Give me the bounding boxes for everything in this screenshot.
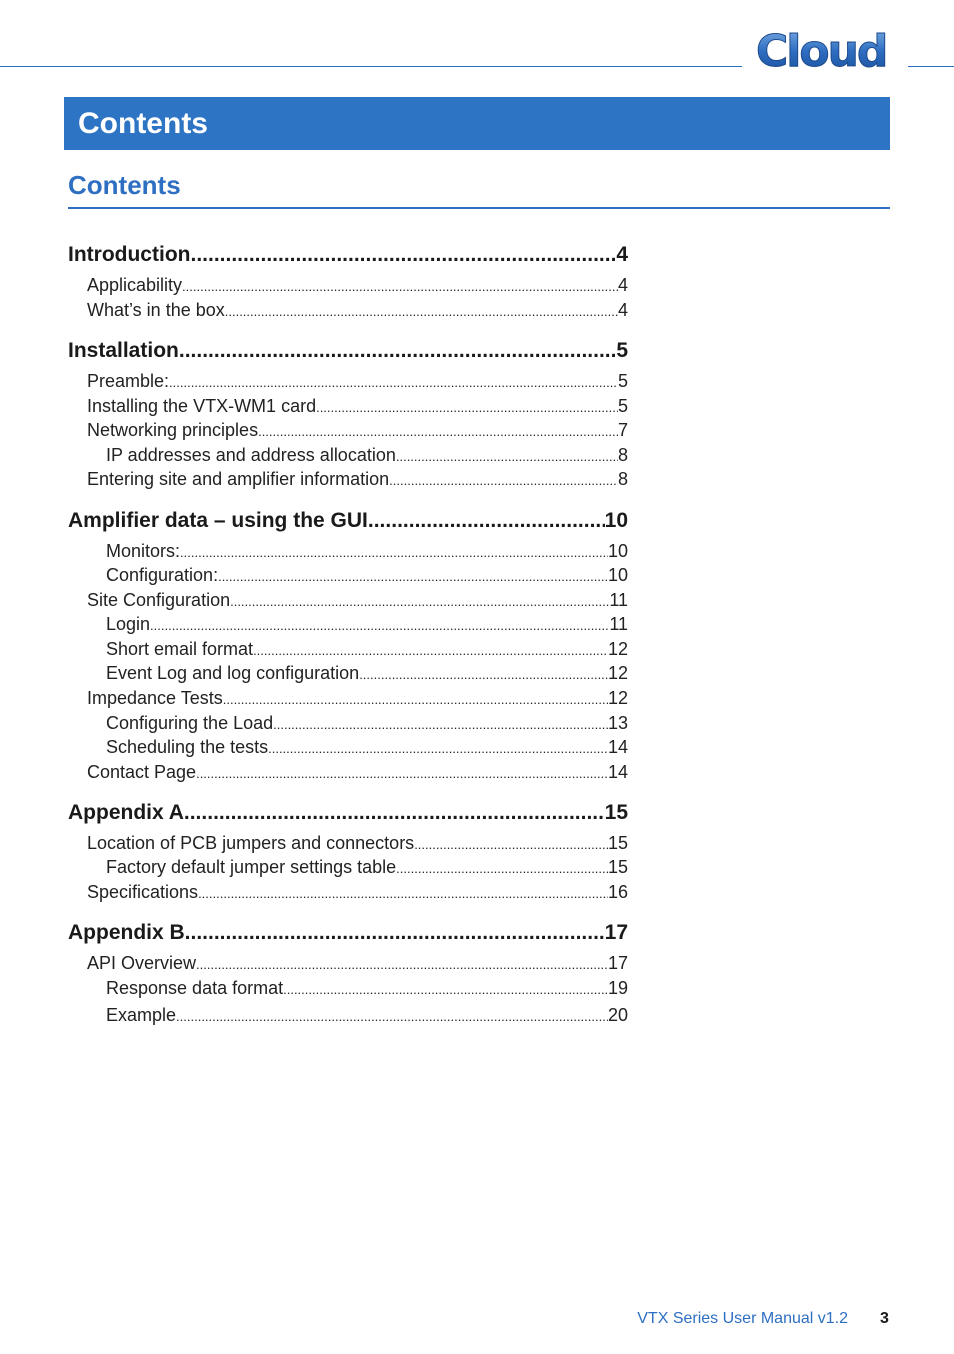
toc-entry-page: 12 bbox=[607, 663, 628, 683]
toc-entry-label: Configuring the Load bbox=[106, 713, 274, 733]
toc-entry-label: Appendix B bbox=[68, 921, 185, 944]
toc-entry-page: 20 bbox=[607, 1005, 628, 1025]
toc-entry[interactable] bbox=[87, 393, 628, 419]
toc-dot-leader bbox=[253, 638, 608, 662]
toc-entry-page: 17 bbox=[607, 953, 628, 973]
toc-entry[interactable] bbox=[87, 685, 628, 711]
toc-entry-label: Applicability bbox=[87, 275, 183, 295]
toc-entry[interactable] bbox=[106, 854, 628, 880]
toc-entry-page: 13 bbox=[607, 713, 628, 733]
toc-entry-label: Login bbox=[106, 614, 151, 634]
toc-entry-label: Factory default jumper settings table bbox=[106, 857, 397, 877]
toc-entry[interactable] bbox=[87, 272, 628, 298]
toc-entry-page: 15 bbox=[607, 833, 628, 853]
toc-entry-label: Amplifier data – using the GUI bbox=[68, 509, 368, 532]
toc-entry[interactable] bbox=[106, 710, 628, 736]
toc-entry-page: 8 bbox=[617, 445, 628, 465]
toc-entry[interactable] bbox=[106, 442, 628, 468]
toc-dot-leader bbox=[368, 506, 605, 536]
toc-dot-leader bbox=[198, 881, 608, 905]
toc-entry-page: 4 bbox=[616, 243, 628, 266]
toc-entry-page: 10 bbox=[607, 541, 628, 561]
toc-dot-leader bbox=[225, 299, 618, 323]
toc-entry-label: Installing the VTX-WM1 card bbox=[87, 396, 317, 416]
toc-entry-page: 7 bbox=[617, 420, 628, 440]
toc-entry[interactable] bbox=[87, 879, 628, 905]
toc-dot-leader bbox=[169, 370, 618, 394]
toc-entry[interactable] bbox=[87, 830, 628, 856]
toc-entry-page: 11 bbox=[609, 614, 628, 634]
toc-entry-label: Specifications bbox=[87, 882, 199, 902]
toc-entry-page: 17 bbox=[604, 921, 628, 944]
toc-entry-label: What’s in the box bbox=[87, 300, 225, 320]
toc-dot-leader bbox=[316, 395, 618, 419]
toc-dot-leader bbox=[150, 613, 609, 637]
toc-entry-page: 5 bbox=[617, 396, 628, 416]
toc-chapter-entry[interactable] bbox=[68, 240, 628, 270]
toc-dot-leader bbox=[190, 240, 616, 270]
toc-dot-leader bbox=[389, 468, 618, 492]
toc-entry[interactable] bbox=[87, 466, 628, 492]
toc-entry-page: 10 bbox=[607, 565, 628, 585]
toc-entry[interactable] bbox=[106, 734, 628, 760]
toc-entry-label: Networking principles bbox=[87, 420, 259, 440]
toc-dot-leader bbox=[258, 419, 618, 443]
header-rule-right bbox=[908, 66, 954, 67]
toc-entry-page: 16 bbox=[607, 882, 628, 902]
toc-dot-leader bbox=[184, 798, 605, 828]
toc-dot-leader bbox=[396, 856, 608, 880]
toc-entry-page: 14 bbox=[607, 762, 628, 782]
toc-entry-label: Entering site and amplifier information bbox=[87, 469, 390, 489]
toc-entry[interactable] bbox=[87, 950, 628, 976]
toc-entry-page: 15 bbox=[604, 801, 628, 824]
toc-dot-leader bbox=[179, 336, 616, 366]
toc-entry-page: 12 bbox=[607, 639, 628, 659]
toc-dot-leader bbox=[196, 952, 608, 976]
toc-dot-leader bbox=[185, 918, 605, 948]
footer-page-number: 3 bbox=[880, 1310, 889, 1327]
toc-entry-label: Site Configuration bbox=[87, 590, 231, 610]
toc-entry[interactable] bbox=[87, 297, 628, 323]
toc-entry-page: 12 bbox=[607, 688, 628, 708]
toc-entry-page: 11 bbox=[609, 590, 628, 610]
toc-entry-page: 4 bbox=[617, 275, 628, 295]
toc-entry[interactable] bbox=[106, 1002, 628, 1028]
toc-entry-label: Scheduling the tests bbox=[106, 737, 269, 757]
toc-entry-label: Introduction bbox=[68, 243, 191, 266]
toc-entry[interactable] bbox=[106, 636, 628, 662]
cloud-logo bbox=[752, 26, 898, 76]
toc-chapter-entry[interactable] bbox=[68, 336, 628, 366]
toc-entry[interactable] bbox=[87, 759, 628, 785]
toc-entry-label: IP addresses and address allocation bbox=[106, 445, 396, 465]
toc-dot-leader bbox=[223, 687, 608, 711]
toc-entry-label: Installation bbox=[68, 339, 179, 362]
toc-entry[interactable] bbox=[106, 538, 628, 564]
toc-entry-label: API Overview bbox=[87, 953, 197, 973]
toc-entry-label: Configuration: bbox=[106, 565, 219, 585]
toc-dot-leader bbox=[180, 540, 608, 564]
toc-dot-leader bbox=[182, 274, 618, 298]
toc-dot-leader bbox=[273, 712, 608, 736]
toc-dot-leader bbox=[176, 1004, 608, 1028]
toc-entry-page: 14 bbox=[607, 737, 628, 757]
toc-entry-label: Event Log and log configuration bbox=[106, 663, 360, 683]
page-title: Contents bbox=[78, 106, 208, 140]
toc-entry[interactable] bbox=[87, 417, 628, 443]
header-rule-left bbox=[0, 66, 742, 67]
toc-entry-label: Short email format bbox=[106, 639, 254, 659]
toc-dot-leader bbox=[283, 977, 608, 1001]
toc-dot-leader bbox=[196, 761, 608, 785]
toc-entry-label: Impedance Tests bbox=[87, 688, 223, 708]
toc-dot-leader bbox=[230, 589, 609, 613]
toc-chapter-entry[interactable] bbox=[68, 918, 628, 948]
toc-entry[interactable] bbox=[106, 562, 628, 588]
toc-entry-page: 8 bbox=[617, 469, 628, 489]
section-heading-rule bbox=[68, 207, 890, 209]
title-banner bbox=[64, 97, 890, 150]
toc-dot-leader bbox=[268, 736, 608, 760]
toc-entry[interactable] bbox=[87, 587, 628, 613]
toc-entry-label: Location of PCB jumpers and connectors bbox=[87, 833, 415, 853]
toc-dot-leader bbox=[396, 444, 618, 468]
section-heading: Contents bbox=[68, 170, 181, 200]
toc-entry[interactable] bbox=[106, 975, 628, 1001]
toc-entry-label: Monitors: bbox=[106, 541, 181, 561]
toc-chapter-entry[interactable] bbox=[68, 506, 628, 536]
toc-dot-leader bbox=[359, 662, 608, 686]
toc-chapter-entry[interactable] bbox=[68, 798, 628, 828]
toc-entry-page: 5 bbox=[616, 339, 628, 362]
toc-entry-page: 19 bbox=[607, 978, 628, 998]
toc-entry[interactable] bbox=[87, 368, 628, 394]
toc-entry-label: Example bbox=[106, 1005, 177, 1025]
svg-text:Cloud: Cloud bbox=[756, 26, 887, 76]
toc-dot-leader bbox=[218, 564, 608, 588]
footer-manual-title: VTX Series User Manual v1.2 bbox=[637, 1310, 848, 1327]
toc-dot-leader bbox=[414, 832, 608, 856]
toc-entry-page: 15 bbox=[607, 857, 628, 877]
toc-entry-page: 10 bbox=[604, 509, 628, 532]
toc-entry-label: Appendix A bbox=[68, 801, 184, 824]
toc-entry-page: 5 bbox=[617, 371, 628, 391]
toc-entry-label: Response data format bbox=[106, 978, 284, 998]
toc-entry-page: 4 bbox=[617, 300, 628, 320]
toc-entry[interactable] bbox=[106, 660, 628, 686]
toc-entry-label: Contact Page bbox=[87, 762, 197, 782]
toc-entry[interactable] bbox=[106, 611, 628, 637]
toc-entry-label: Preamble: bbox=[87, 371, 170, 391]
